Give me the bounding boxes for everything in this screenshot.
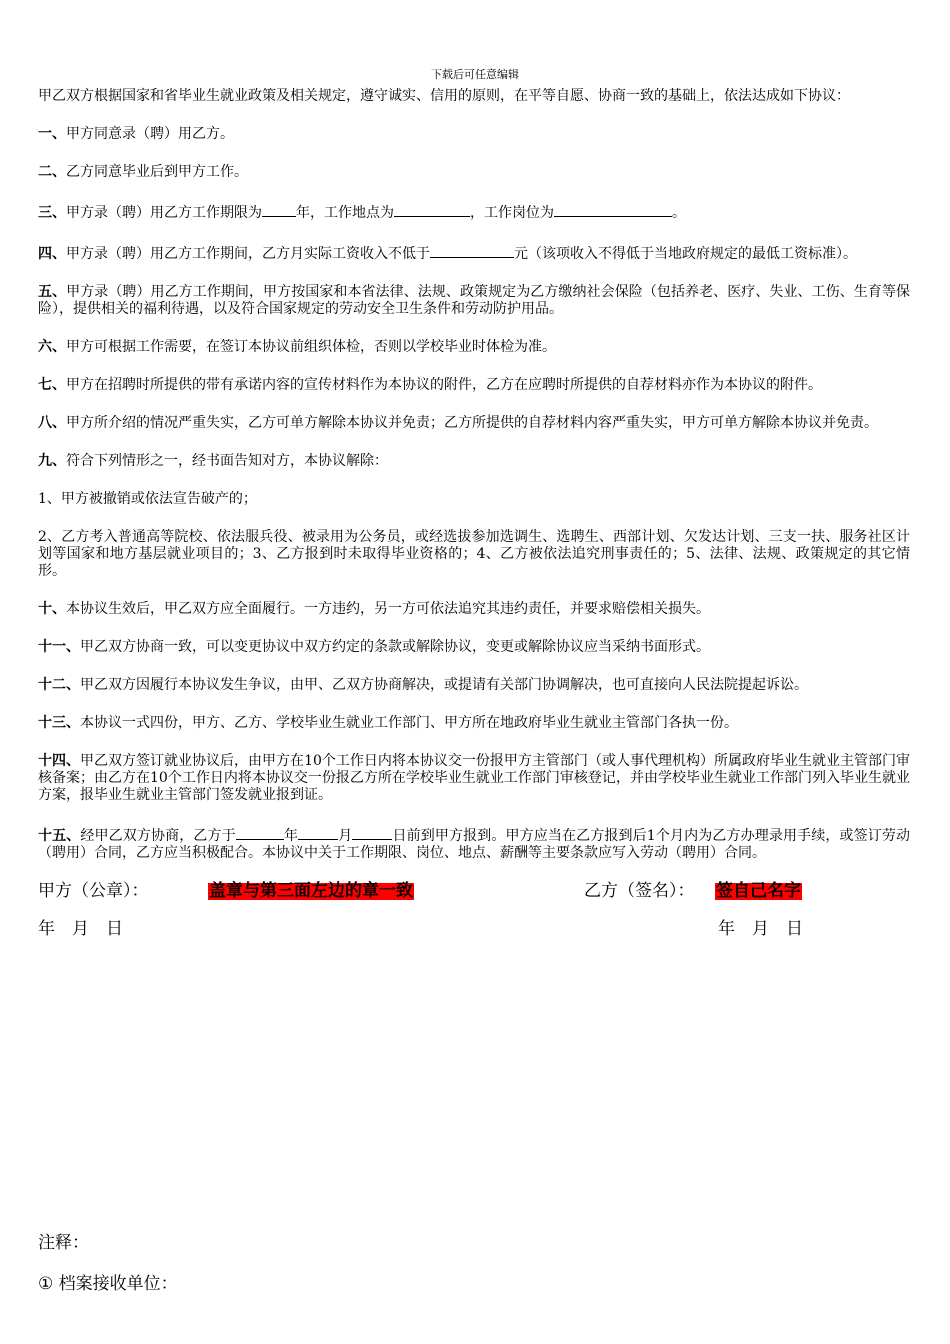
clause-9-item-2: 2、乙方考入普通高等院校、依法服兵役、被录用为公务员，或经选拔参加选调生、选聘生、西部计划、欠发达计划、三支一扶、服务社区计划等国家和地方基层就业项目的；3、乙方报到时未取得毕业资格的；4、乙方被依法追究刑事责任的；5、法律、法规、政策规定的其它情形。 xyxy=(38,529,910,579)
clause-label: 八、 xyxy=(38,415,66,431)
clause-9-item-1: 1、甲方被撤销或依法宣告破产的； xyxy=(38,491,257,507)
clause-text: ，工作岗位为 xyxy=(470,205,554,221)
agreement-body xyxy=(38,88,910,945)
clause-4 xyxy=(38,243,910,263)
clause-10 xyxy=(38,601,910,618)
clause-text: 甲方录（聘）用乙方工作期限为 xyxy=(66,205,262,221)
clause-text: 符合下列情形之一，经书面告知对方，本协议解除： xyxy=(66,453,388,469)
clause-text: 年，工作地点为 xyxy=(296,205,394,221)
party-a-seal-label: 甲方（公章）： xyxy=(38,881,149,901)
clause-label: 十三、 xyxy=(38,715,80,731)
clause-text: 乙方同意毕业后到甲方工作。 xyxy=(66,164,248,180)
job-position-blank[interactable] xyxy=(554,202,672,217)
clause-13 xyxy=(38,715,910,732)
term-years-blank[interactable] xyxy=(262,202,296,217)
clause-11 xyxy=(38,639,910,656)
notes-item-1: ① 档案接收单位： xyxy=(38,1274,178,1294)
clause-6 xyxy=(38,339,910,356)
party-a-date: 年 月 日 xyxy=(38,919,123,939)
intro-paragraph: 甲乙双方根据国家和省毕业生就业政策及相关规定，遵守诚实、信用的原则，在平等自愿、协商一致的基础上，依法达成如下协议： xyxy=(38,88,850,104)
clause-text: 经甲乙双方协商，乙方于 xyxy=(80,828,236,844)
clause-text: 甲方在招聘时所提供的带有承诺内容的宣传材料作为本协议的附件，乙方在应聘时所提供的自荐材料亦作为本协议的附件。 xyxy=(66,377,822,393)
clause-label: 九、 xyxy=(38,453,66,469)
signature-row xyxy=(38,883,910,907)
clause-text: 本协议生效后，甲乙双方应全面履行。一方违约，另一方可依法追究其违约责任，并要求赔偿相关损失。 xyxy=(66,601,710,617)
clause-label: 五、 xyxy=(38,284,67,300)
clause-text: 甲方录（聘）用乙方工作期间，甲方按国家和本省法律、法规、政策规定为乙方缴纳社会保险（包括养老、医疗、失业、工伤、生育等保险），提供相关的福利待遇，以及符合国家规定的劳动安全卫生条件和劳动防护用品。 xyxy=(38,284,911,317)
clause-label: 二、 xyxy=(38,164,66,180)
clause-1 xyxy=(38,126,910,143)
clause-text: 。 xyxy=(672,205,686,221)
clause-15 xyxy=(38,825,910,862)
clause-label: 六、 xyxy=(38,339,66,355)
clause-label: 十四、 xyxy=(38,753,81,769)
report-day-blank[interactable] xyxy=(352,825,392,840)
clause-9 xyxy=(38,453,910,470)
clause-2 xyxy=(38,164,910,181)
clause-8 xyxy=(38,415,910,432)
clause-label: 十二、 xyxy=(38,677,80,693)
notes-title: 注释： xyxy=(38,1233,89,1253)
clause-text: 本协议一式四份，甲方、乙方、学校毕业生就业工作部门、甲方所在地政府毕业生就业主管部门各执一份。 xyxy=(80,715,738,731)
clause-5 xyxy=(38,284,910,318)
clause-14 xyxy=(38,753,910,804)
clause-text: 甲方同意录（聘）用乙方。 xyxy=(66,126,234,142)
clause-text: 甲方可根据工作需要，在签订本协议前组织体检，否则以学校毕业时体检为准。 xyxy=(66,339,556,355)
clause-text: 甲乙双方因履行本协议发生争议，由甲、乙双方协商解决，或提请有关部门协调解决，也可直接向人民法院提起诉讼。 xyxy=(80,677,808,693)
clause-text: 元（该项收入不得低于当地政府规定的最低工资标准）。 xyxy=(514,246,857,262)
clause-label: 十、 xyxy=(38,601,66,617)
party-b-sign-label: 乙方（签名）： xyxy=(584,881,695,901)
date-row xyxy=(38,921,910,945)
work-location-blank[interactable] xyxy=(394,202,470,217)
clause-label: 十五、 xyxy=(38,828,81,844)
clause-text: 月 xyxy=(338,828,353,844)
clause-text: 年 xyxy=(283,828,299,844)
clause-text: 日前到甲方报到。甲方应当在乙方报到后1个月内为乙方办理录用手续，或签订劳动（聘用）合同，乙方应当积极配合。本协议中关于工作期限、岗位、地点、薪酬等主要条款应写入劳动（聘用）合同。 xyxy=(38,828,911,861)
clause-label: 一、 xyxy=(38,126,66,142)
clause-label: 七、 xyxy=(38,377,66,393)
report-year-blank[interactable] xyxy=(236,825,284,840)
page-header: 下载后可任意编辑 xyxy=(431,68,519,81)
clause-text: 甲乙双方签订就业协议后，由甲方在10个工作日内将本协议交一份报甲方主管部门（或人事代理机构）所属政府毕业生就业主管部门审核备案；由乙方在10个工作日内将本协议交一份报乙方所在学校毕业生就业工作部门审核登记，并由学校毕业生就业工作部门列入毕业生就业方案，报毕业生就业主管部门签发就业报到证。 xyxy=(38,753,911,803)
party-a-seal-note: 盖章与第三面左边的章一致 xyxy=(209,881,413,901)
salary-blank[interactable] xyxy=(430,243,514,258)
clause-text: 甲方所介绍的情况严重失实，乙方可单方解除本协议并免责；乙方所提供的自荐材料内容严重失实，甲方可单方解除本协议并免责。 xyxy=(66,415,878,431)
clause-label: 三、 xyxy=(38,205,66,221)
party-b-date: 年 月 日 xyxy=(718,919,803,939)
notes-section xyxy=(38,1228,178,1310)
clause-7 xyxy=(38,377,910,394)
clause-label: 四、 xyxy=(38,246,66,262)
clause-12 xyxy=(38,677,910,694)
clause-text: 甲方录（聘）用乙方工作期间，乙方月实际工资收入不低于 xyxy=(66,246,430,262)
clause-3 xyxy=(38,202,910,222)
party-b-sign-note: 签自己名字 xyxy=(716,881,801,901)
clause-text: 甲乙双方协商一致，可以变更协议中双方约定的条款或解除协议，变更或解除协议应当采纳书面形式。 xyxy=(80,639,710,655)
clause-label: 十一、 xyxy=(38,639,80,655)
report-month-blank[interactable] xyxy=(298,825,338,840)
